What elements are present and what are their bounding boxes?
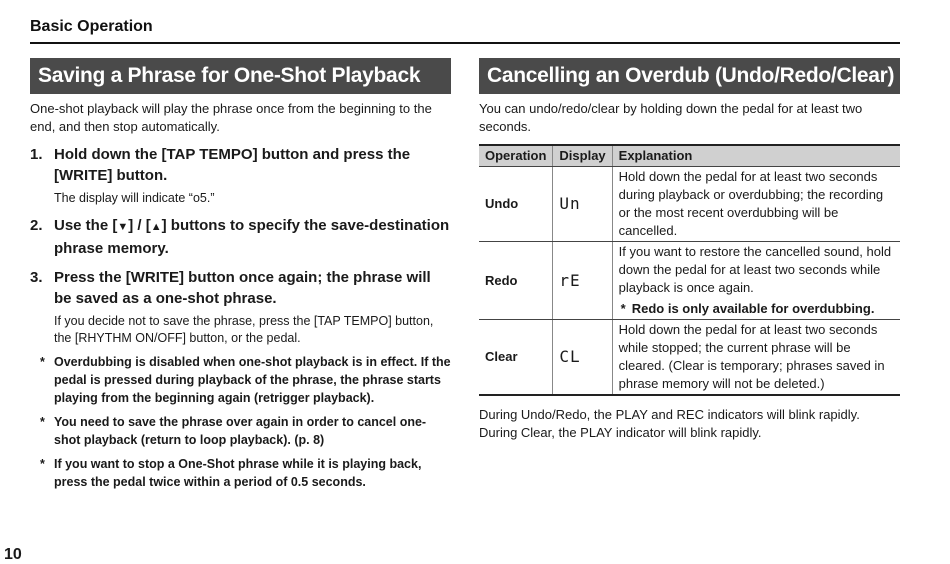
- banner-cancelling-overdub: Cancelling an Overdub (Undo/Redo/Clear): [479, 58, 900, 94]
- note-asterisk: *: [620, 301, 626, 316]
- page-number: 10: [4, 546, 22, 563]
- table-row-undo: [479, 167, 900, 242]
- note-text: You need to save the phrase over again in order to cancel one-shot playback (return to loop playback). (p. 8): [54, 415, 427, 447]
- note-text: If you want to stop a One-Shot phrase while it is playing back, press the pedal twice within a period of 0.5 seconds.: [54, 457, 422, 489]
- note-asterisk: *: [40, 415, 45, 429]
- left-column: [30, 100, 451, 491]
- step-text: Use the [: [54, 217, 118, 234]
- table-row-clear: [479, 320, 900, 396]
- operations-table: [479, 144, 900, 396]
- display-cell: Un: [553, 167, 612, 242]
- step-heading: Press the [WRITE] button once again; the phrase will be saved as a one-shot phrase.: [54, 269, 431, 307]
- right-column: [479, 100, 900, 442]
- step-heading: [54, 215, 451, 259]
- note-save-again: [30, 413, 451, 449]
- display-cell: rE: [553, 242, 612, 320]
- up-arrow-icon: ▲: [150, 221, 162, 233]
- explanation-cell: Hold down the pedal for at least two seconds while stopped; the current phrase will be cleared. (Clear is temporary; phrases saved in phrase memory will not be deleted.): [612, 320, 900, 396]
- step-1: [30, 144, 451, 207]
- step-heading: Hold down the [TAP TEMPO] button and press the [WRITE] button.: [54, 146, 411, 184]
- column-header-display: Display: [553, 145, 612, 167]
- header-rule: [30, 42, 900, 44]
- operation-cell: Undo: [479, 167, 553, 242]
- note-text: Redo is only available for overdubbing.: [631, 301, 875, 316]
- explanation-text: If you want to restore the cancelled sound, hold down the pedal for at least two seconds while playback is once again.: [618, 244, 892, 295]
- redo-note: [619, 300, 894, 318]
- note-asterisk: *: [40, 355, 45, 369]
- section-header: Basic Operation: [30, 18, 153, 35]
- operation-cell: Redo: [479, 242, 553, 320]
- operation-cell: Clear: [479, 320, 553, 396]
- column-header-explanation: Explanation: [612, 145, 900, 167]
- cancel-intro: You can undo/redo/clear by holding down the pedal for at least two seconds.: [479, 101, 863, 134]
- step-text: ] buttons to specify the save-destination phrase memory.: [54, 217, 450, 257]
- step-detail: If you decide not to save the phrase, press the [TAP TEMPO] button, the [RHYTHM ON/OFF] button, or the pedal.: [54, 314, 434, 345]
- step-number: 3.: [30, 269, 43, 286]
- note-stop-one-shot: [30, 455, 451, 491]
- step-2: [30, 215, 451, 259]
- banner-one-shot: Saving a Phrase for One-Shot Playback: [30, 58, 451, 94]
- display-cell: CL: [553, 320, 612, 396]
- note-overdub-disabled: [30, 353, 451, 407]
- table-row-redo: [479, 242, 900, 320]
- explanation-cell: Hold down the pedal for at least two seconds during playback or overdubbing; the recording or the most recent overdubbing will be cancelled.: [612, 167, 900, 242]
- indicator-note-clear: During Clear, the PLAY indicator will blink rapidly.: [479, 425, 762, 440]
- table-header-row: [479, 145, 900, 167]
- step-detail: The display will indicate “ο5.”: [54, 191, 215, 205]
- step-text: ] / [: [128, 217, 151, 234]
- note-asterisk: *: [40, 457, 45, 471]
- step-3: [30, 267, 451, 347]
- one-shot-intro: One-shot playback will play the phrase once from the beginning to the end, and then stop automatically.: [30, 101, 432, 134]
- indicator-note-undo-redo: During Undo/Redo, the PLAY and REC indicators will blink rapidly.: [479, 407, 860, 422]
- down-arrow-icon: ▼: [117, 221, 129, 233]
- note-text: Overdubbing is disabled when one-shot playback is in effect. If the pedal is pressed during playback of the phrase, the phrase starts playing from the beginning again (retrigger playback).: [54, 355, 451, 405]
- explanation-cell: [612, 242, 900, 320]
- step-number: 1.: [30, 146, 43, 163]
- indicator-notes: [479, 406, 900, 442]
- column-header-operation: Operation: [479, 145, 553, 167]
- step-number: 2.: [30, 217, 43, 234]
